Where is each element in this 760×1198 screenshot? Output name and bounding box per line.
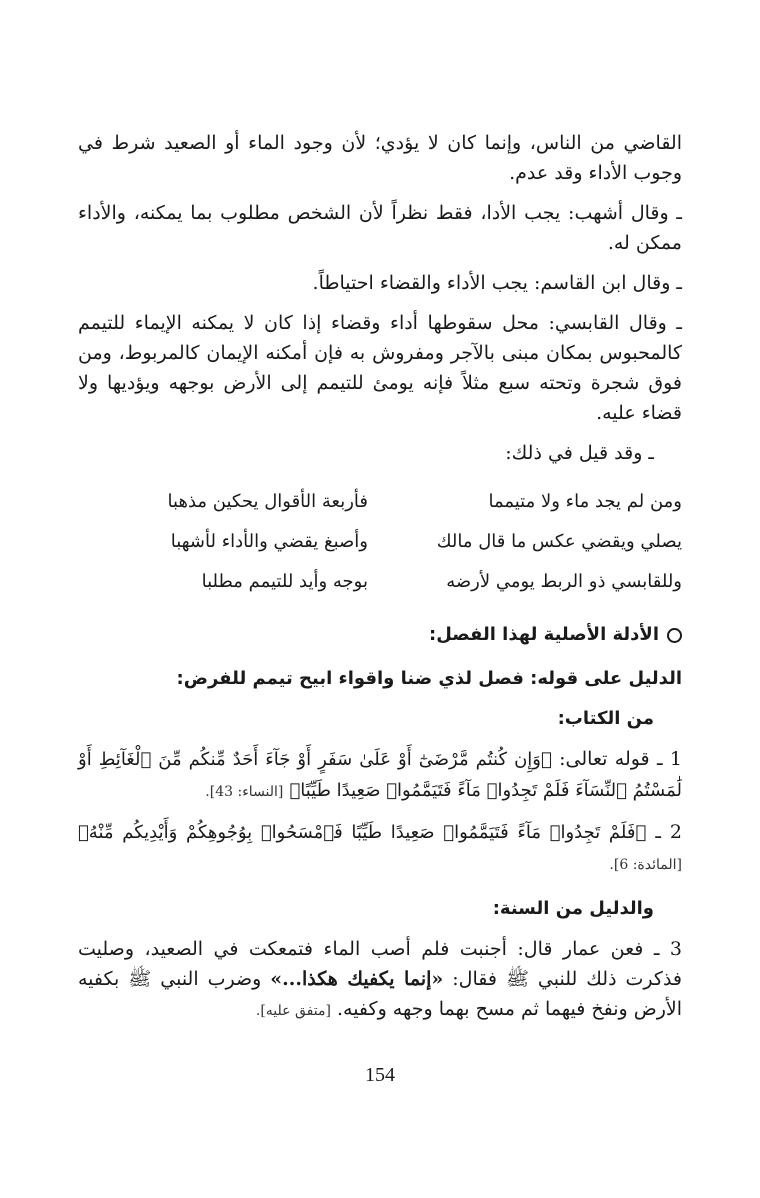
hadith-quote: «إنما يكفيك هكذا...» [270,968,444,990]
verse-2-reference: [المائدة: 6]. [609,857,682,873]
paragraph-ibn-alqasim: ـ وقال ابن القاسم: يجب الأداء والقضاء احتياطاً. [312,272,682,294]
sunnah-heading: والدليل من السنة: [492,898,654,919]
evidence-heading: الدليل على قوله: فصل لذي ضنا واقواء ابيح تيمم للفرض: [176,668,682,689]
circle-bullet-icon [667,628,682,643]
poem-line-3 [78,562,682,602]
poem-hemistich-second: فأربعة الأقوال يحكين مذهبا [167,491,368,512]
poem-hemistich-second: بوجه وأيد للتيمم مطلبا [201,571,368,592]
verse-1 [78,744,682,807]
paragraph-alqabisi: ـ وقال القابسي: محل سقوطها أداء وقضاء إذا كان لا يمكنه الإيماء للتيمم كالمحبوس بمكان مبنى بالآجر ومفروش به فإن أمكنه الإيمان كالمربوط، ومن فوق شجرة وتحته سبع مثلاً فإنه يومئ للتيمم إلى الأرض بوجهه ويؤديها ولا قضاء عليه. [78,312,682,424]
poem-line-1 [78,482,682,522]
hadith-part-2: وضرب النبي ﷺ بكفيه الأرض ونفخ فيهما ثم مسح بهما وجهه وكفيه. [78,968,682,1020]
paragraph-1: القاضي من الناس، وإنما كان لا يؤدي؛ لأن وجود الماء أو الصعيد شرط في وجوب الأداء وقد عدم. [78,132,682,184]
hadith-reference: [متفق عليه]. [255,1003,331,1019]
page-number: 154 [365,1064,395,1086]
paragraph-ashhab: ـ وقال أشهب: يجب الأدا، فقط نظراً لأن الشخص مطلوب بما يمكنه، والأداء ممكن له. [78,202,682,254]
paragraph-poem-intro: ـ وقد قيل في ذلك: [505,442,654,464]
verse-1-text: ﴿وَإِن كُنتُم مَّرْضَىٰٓ أَوْ عَلَىٰ سَفَرٍ أَوْ جَآءَ أَحَدٌ مِّنكُم مِّنَ ٱلْغَآئِطِ أَوْ لَٰمَسْتُمُ ٱلنِّسَآءَ فَلَمْ تَجِدُوا۟ مَآءً فَتَيَمَّمُوا۟ صَعِيدًا طَيِّبًا﴾ [78,749,682,801]
from-book-heading: من الكتاب: [557,708,654,729]
verse-2-text: ﴿فَلَمْ تَجِدُوا۟ مَآءً فَتَيَمَّمُوا۟ صَعِيدًا طَيِّبًا فَٱمْسَحُوا۟ بِوُجُوهِكُمْ وَأَيْدِيكُم مِّنْهُ﴾ [78,822,647,843]
section-heading-text: الأدلة الأصلية لهذا الفصل: [429,624,659,645]
section-heading [78,620,682,650]
verse-2 [78,817,682,880]
hadith-ammar [78,934,682,1026]
verse-1-reference: [النساء: 43]. [205,784,284,800]
verse-2-prefix: 2 ـ [655,821,682,843]
poem [78,482,682,602]
poem-line-2 [78,522,682,562]
poem-hemistich-first: ومن لم يجد ماء ولا متيمما [488,491,682,512]
hadith-part-1: 3 ـ فعن عمار قال: أجنبت فلم أصب الماء فتمعكت في الصعيد، وصليت فذكرت ذلك للنبي ﷺ فقال: [78,938,683,990]
poem-hemistich-second: وأصبغ يقضي والأداء لأشهبا [170,531,368,552]
page-body [78,128,682,1026]
poem-hemistich-first: يصلي ويقضي عكس ما قال مالك [436,531,682,552]
poem-hemistich-first: وللقابسي ذو الربط يومي لأرضه [446,571,682,592]
verse-1-prefix: 1 ـ قوله تعالى: [559,748,682,770]
